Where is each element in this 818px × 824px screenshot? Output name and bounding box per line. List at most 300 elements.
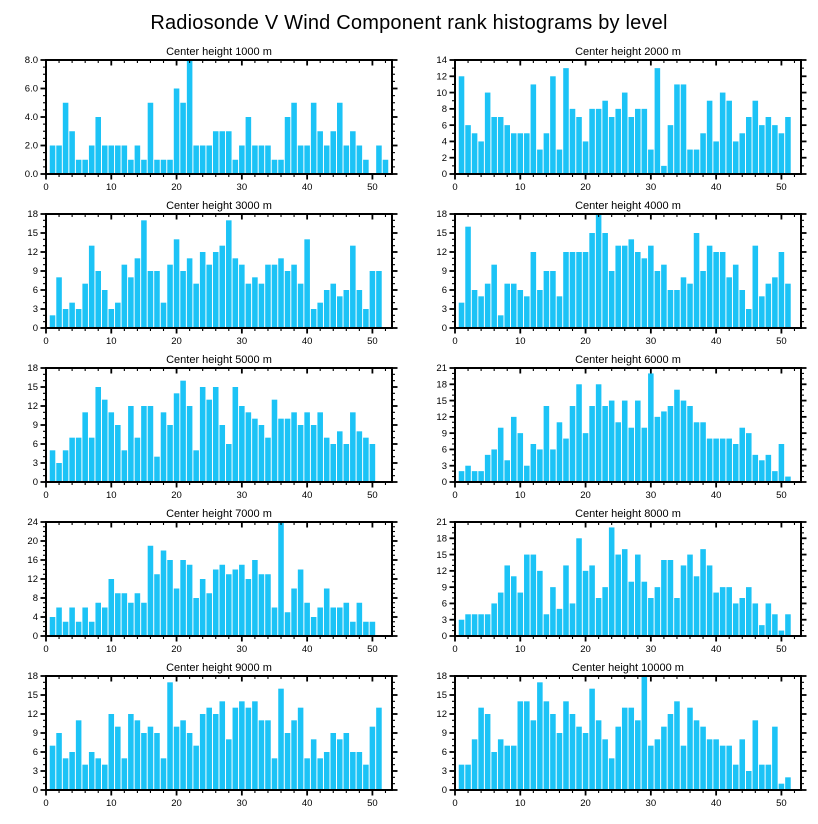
y-tick-label: 0.0 xyxy=(24,169,38,181)
bar xyxy=(642,109,648,174)
bar xyxy=(102,765,108,790)
bar xyxy=(700,271,706,328)
bar xyxy=(753,101,759,174)
bar xyxy=(766,284,772,328)
bar xyxy=(563,701,569,790)
y-tick-label: 18 xyxy=(436,533,447,545)
x-tick-label: 40 xyxy=(710,182,722,193)
x-tick-label: 10 xyxy=(105,644,117,655)
bar xyxy=(344,146,350,175)
bar xyxy=(615,422,621,482)
bar xyxy=(478,471,484,482)
bar xyxy=(661,727,667,790)
bar xyxy=(50,450,56,482)
bar xyxy=(628,239,634,328)
y-tick-label: 9 xyxy=(441,728,447,740)
bar xyxy=(350,622,356,636)
bar xyxy=(472,739,478,790)
bar xyxy=(753,246,759,328)
bar xyxy=(180,381,186,482)
subplot-canvas-3 xyxy=(0,198,406,350)
bar xyxy=(563,565,569,636)
bar xyxy=(635,252,641,328)
bar xyxy=(363,622,369,636)
bar xyxy=(370,622,376,636)
y-tick-label: 9 xyxy=(441,266,447,278)
bar xyxy=(187,258,193,328)
y-tick-label: 10 xyxy=(436,87,447,99)
bar xyxy=(148,546,154,636)
bar xyxy=(128,160,134,174)
bar xyxy=(272,608,278,637)
subplot-canvas-1 xyxy=(0,44,406,196)
bar xyxy=(628,582,634,636)
bar xyxy=(681,277,687,328)
bar xyxy=(95,758,101,790)
bar xyxy=(713,593,719,636)
bar xyxy=(766,117,772,174)
bar xyxy=(63,450,69,482)
bar xyxy=(122,265,128,328)
bar xyxy=(324,438,330,482)
bar xyxy=(135,593,141,636)
bar xyxy=(95,387,101,482)
bar xyxy=(465,614,471,636)
bar xyxy=(759,625,765,636)
bar xyxy=(746,117,752,174)
bar xyxy=(259,574,265,636)
subplot-canvas-8 xyxy=(409,506,815,658)
y-tick-label: 4 xyxy=(441,136,447,148)
x-tick-label: 40 xyxy=(710,490,722,501)
bar xyxy=(56,608,62,637)
x-tick-label: 10 xyxy=(105,798,117,809)
bar xyxy=(193,598,199,636)
bar xyxy=(694,233,700,328)
bar xyxy=(531,444,537,482)
bar xyxy=(357,146,363,175)
x-tick-label: 20 xyxy=(171,798,182,809)
bar xyxy=(544,614,550,636)
bar xyxy=(69,608,75,637)
bar xyxy=(674,84,680,174)
bar xyxy=(498,593,504,636)
x-tick-label: 50 xyxy=(367,182,378,193)
bar xyxy=(674,701,680,790)
bar xyxy=(766,603,772,636)
y-tick-label: 14 xyxy=(436,55,447,67)
bar xyxy=(76,720,82,790)
x-tick-label: 40 xyxy=(710,644,722,655)
bar xyxy=(576,384,582,482)
bar xyxy=(524,466,530,482)
bar xyxy=(563,68,569,174)
subplot-center-height-5000-m xyxy=(0,352,409,506)
bar xyxy=(148,406,154,482)
bar xyxy=(681,84,687,174)
bar xyxy=(370,444,376,482)
bar xyxy=(265,265,271,328)
y-tick-label: 24 xyxy=(27,517,38,529)
bar xyxy=(317,758,323,790)
x-tick-label: 30 xyxy=(645,182,657,193)
y-tick-label: 20 xyxy=(27,536,38,548)
bar xyxy=(233,160,239,174)
y-tick-label: 9 xyxy=(32,728,38,740)
bar xyxy=(291,265,297,328)
bar xyxy=(622,401,628,482)
y-tick-label: 6 xyxy=(32,439,38,451)
bar xyxy=(772,614,778,636)
bar xyxy=(746,771,752,790)
bar xyxy=(69,752,75,790)
y-tick-label: 3 xyxy=(32,458,38,470)
bar xyxy=(694,720,700,790)
bar xyxy=(681,401,687,482)
subplot-canvas-5 xyxy=(0,352,406,504)
bar xyxy=(642,258,648,328)
bar xyxy=(485,455,491,482)
bar xyxy=(602,233,608,328)
x-tick-label: 0 xyxy=(452,490,458,501)
y-tick-label: 15 xyxy=(27,690,38,702)
bar xyxy=(498,315,504,328)
bar xyxy=(726,746,732,790)
bar xyxy=(713,739,719,790)
bar xyxy=(596,720,602,790)
bar xyxy=(167,560,173,636)
bar xyxy=(383,160,389,174)
bar xyxy=(707,246,713,328)
bar xyxy=(265,146,271,175)
bar xyxy=(278,160,284,174)
y-tick-label: 8 xyxy=(441,104,447,116)
bar xyxy=(635,401,641,482)
x-tick-label: 0 xyxy=(43,182,49,193)
bar xyxy=(213,714,219,790)
bar xyxy=(233,570,239,637)
y-tick-label: 0 xyxy=(441,477,447,489)
bar xyxy=(544,133,550,174)
bar xyxy=(206,146,212,175)
y-tick-label: 6.0 xyxy=(24,83,38,95)
bar xyxy=(537,449,543,482)
bar xyxy=(576,538,582,636)
bar xyxy=(687,555,693,636)
bar xyxy=(324,589,330,637)
x-tick-label: 30 xyxy=(645,490,657,501)
bar xyxy=(259,720,265,790)
bar xyxy=(537,290,543,328)
bar xyxy=(655,739,661,790)
bar xyxy=(661,265,667,328)
y-tick-label: 15 xyxy=(436,690,447,702)
bar xyxy=(739,739,745,790)
bar xyxy=(76,309,82,328)
subplot-canvas-6 xyxy=(409,352,815,504)
bar xyxy=(550,271,556,328)
bar xyxy=(531,84,537,174)
x-tick-label: 0 xyxy=(452,182,458,193)
bar xyxy=(304,603,310,636)
bar xyxy=(602,101,608,174)
bar xyxy=(668,560,674,636)
x-tick-label: 0 xyxy=(43,490,49,501)
bar xyxy=(668,714,674,790)
bar xyxy=(563,252,569,328)
bar xyxy=(602,739,608,790)
bar xyxy=(668,125,674,174)
bar xyxy=(589,109,595,174)
bar xyxy=(154,160,160,174)
bar xyxy=(259,284,265,328)
bar xyxy=(50,315,56,328)
bar xyxy=(491,117,497,174)
bar xyxy=(642,676,648,790)
bar xyxy=(720,439,726,482)
bar xyxy=(82,608,88,637)
bar xyxy=(648,598,654,636)
bar xyxy=(324,290,330,328)
bar xyxy=(174,89,180,175)
bar xyxy=(779,444,785,482)
bar xyxy=(376,146,382,175)
bar xyxy=(583,733,589,790)
y-tick-label: 3 xyxy=(441,304,447,316)
bar xyxy=(174,239,180,328)
bar xyxy=(596,214,602,328)
bar xyxy=(219,131,225,174)
bar xyxy=(259,425,265,482)
bar xyxy=(376,271,382,328)
bar xyxy=(707,439,713,482)
bar xyxy=(50,146,56,175)
bar xyxy=(148,271,154,328)
bar xyxy=(459,620,465,636)
bar xyxy=(596,384,602,482)
bar xyxy=(733,265,739,328)
bar xyxy=(187,406,193,482)
bar xyxy=(753,720,759,790)
y-tick-label: 4.0 xyxy=(24,112,38,124)
bar xyxy=(272,265,278,328)
bar xyxy=(511,284,517,328)
bar xyxy=(472,471,478,482)
bar xyxy=(317,303,323,328)
y-tick-label: 18 xyxy=(436,671,447,683)
bar xyxy=(570,109,576,174)
bar xyxy=(76,622,82,636)
bar xyxy=(239,265,245,328)
bar xyxy=(707,101,713,174)
bar xyxy=(589,233,595,328)
x-tick-label: 0 xyxy=(43,644,49,655)
bar xyxy=(713,252,719,328)
bar xyxy=(478,296,484,328)
subplot-title: Center height 4000 m xyxy=(575,200,681,212)
bar xyxy=(700,422,706,482)
bar xyxy=(472,614,478,636)
bar xyxy=(700,133,706,174)
bar xyxy=(537,682,543,790)
bar xyxy=(324,752,330,790)
bar xyxy=(485,284,491,328)
bar xyxy=(733,444,739,482)
bar xyxy=(246,579,252,636)
bar xyxy=(459,471,465,482)
bar xyxy=(200,146,206,175)
bar xyxy=(239,565,245,636)
bar xyxy=(550,587,556,636)
bar xyxy=(363,160,369,174)
bar xyxy=(115,593,121,636)
y-tick-label: 6 xyxy=(32,285,38,297)
x-tick-label: 40 xyxy=(710,336,722,347)
bar xyxy=(337,103,343,174)
bar xyxy=(122,758,128,790)
bar xyxy=(609,401,615,482)
bar xyxy=(661,166,667,174)
subplot-center-height-6000-m xyxy=(409,352,818,506)
y-tick-label: 12 xyxy=(436,566,447,578)
bar xyxy=(485,714,491,790)
x-tick-label: 30 xyxy=(236,182,248,193)
y-tick-label: 15 xyxy=(27,382,38,394)
bar xyxy=(330,444,336,482)
bar xyxy=(317,131,323,174)
bar xyxy=(498,428,504,482)
bar xyxy=(193,450,199,482)
bar xyxy=(674,598,680,636)
bar xyxy=(570,252,576,328)
bar xyxy=(89,146,95,175)
x-tick-label: 50 xyxy=(776,798,787,809)
bar xyxy=(459,765,465,790)
bar xyxy=(707,739,713,790)
bar xyxy=(298,146,304,175)
bar xyxy=(363,765,369,790)
bar xyxy=(531,555,537,636)
x-tick-label: 30 xyxy=(236,490,248,501)
bar xyxy=(304,758,310,790)
subplot-canvas-2 xyxy=(409,44,815,196)
bar xyxy=(50,617,56,636)
bar xyxy=(141,406,147,482)
subplot-title: Center height 10000 m xyxy=(572,662,684,674)
bar xyxy=(95,117,101,174)
page-title: Radiosonde V Wind Component rank histograms by level xyxy=(150,12,668,34)
bar xyxy=(135,258,141,328)
bar xyxy=(102,146,108,175)
y-tick-label: 6 xyxy=(441,598,447,610)
bar xyxy=(739,290,745,328)
x-tick-label: 10 xyxy=(514,490,526,501)
bar xyxy=(713,141,719,174)
bar xyxy=(504,460,510,482)
bar xyxy=(128,277,134,328)
bar xyxy=(161,160,167,174)
bar xyxy=(56,277,62,328)
y-tick-label: 3 xyxy=(441,460,447,472)
bar xyxy=(537,150,543,174)
bar xyxy=(759,296,765,328)
x-tick-label: 30 xyxy=(645,336,657,347)
bar xyxy=(128,714,134,790)
bar xyxy=(109,579,115,636)
bar xyxy=(635,720,641,790)
bar xyxy=(89,752,95,790)
bar xyxy=(56,463,62,482)
bar xyxy=(357,290,363,328)
bar xyxy=(557,296,563,328)
bar xyxy=(772,727,778,790)
bar xyxy=(350,246,356,328)
y-tick-label: 6 xyxy=(441,285,447,297)
x-tick-label: 40 xyxy=(301,644,313,655)
bar xyxy=(779,252,785,328)
bar xyxy=(89,438,95,482)
bar xyxy=(219,425,225,482)
bar xyxy=(246,117,252,174)
x-tick-label: 0 xyxy=(43,336,49,347)
y-tick-label: 12 xyxy=(27,401,38,413)
bar xyxy=(485,614,491,636)
bar xyxy=(720,746,726,790)
y-tick-label: 0 xyxy=(32,785,38,797)
x-tick-label: 20 xyxy=(580,490,591,501)
y-tick-label: 3 xyxy=(32,766,38,778)
subplot-canvas-4 xyxy=(409,198,815,350)
bar xyxy=(635,555,641,636)
bar xyxy=(772,125,778,174)
bar xyxy=(363,309,369,328)
bar xyxy=(102,290,108,328)
bar xyxy=(167,160,173,174)
x-tick-label: 20 xyxy=(580,798,591,809)
x-tick-label: 50 xyxy=(367,644,378,655)
bar xyxy=(459,303,465,328)
x-tick-label: 50 xyxy=(776,644,787,655)
bar xyxy=(544,271,550,328)
bar xyxy=(687,150,693,174)
bar xyxy=(642,428,648,482)
bar xyxy=(102,400,108,482)
bar xyxy=(700,549,706,636)
bar xyxy=(524,133,530,174)
bar xyxy=(109,714,115,790)
bar xyxy=(648,746,654,790)
bar xyxy=(576,727,582,790)
bar xyxy=(200,579,206,636)
bar xyxy=(95,271,101,328)
bar xyxy=(200,714,206,790)
y-tick-label: 9 xyxy=(441,428,447,440)
bar xyxy=(344,290,350,328)
bar xyxy=(570,603,576,636)
y-tick-label: 21 xyxy=(436,363,447,375)
bar xyxy=(687,708,693,790)
y-tick-label: 18 xyxy=(436,379,447,391)
y-tick-label: 6 xyxy=(441,747,447,759)
bar xyxy=(615,555,621,636)
bar xyxy=(609,758,615,790)
subplot-center-height-8000-m xyxy=(409,506,818,660)
subplot-canvas-9 xyxy=(0,660,406,812)
bar xyxy=(491,603,497,636)
x-tick-label: 20 xyxy=(580,182,591,193)
bar xyxy=(504,125,510,174)
bar xyxy=(370,271,376,328)
